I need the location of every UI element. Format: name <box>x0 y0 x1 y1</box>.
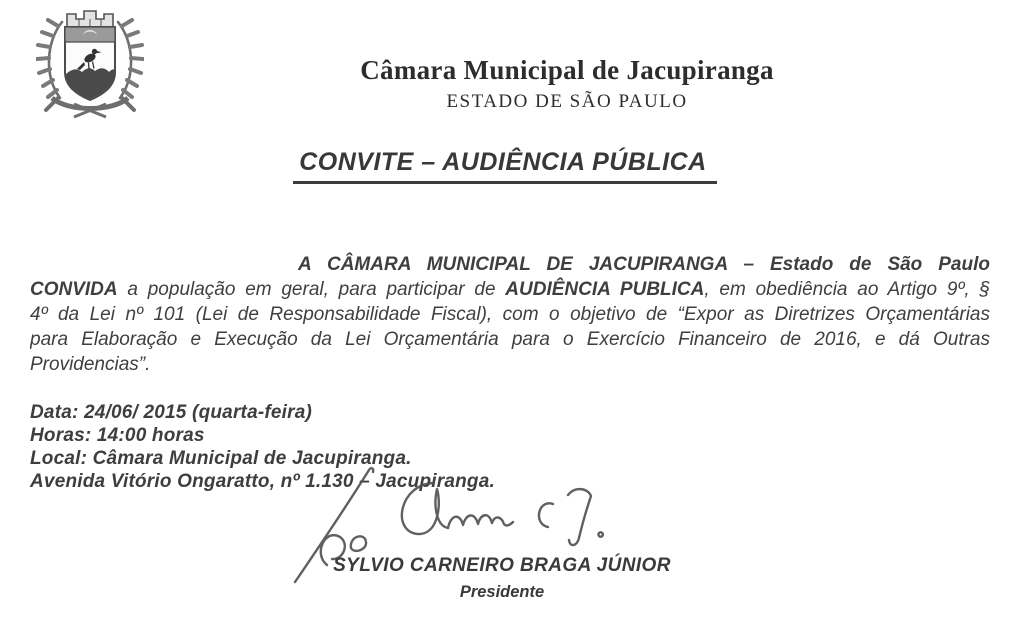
body-run: A CÂMARA MUNICIPAL DE JACUPIRANGA – Estado de São Paulo <box>298 254 990 275</box>
org-header <box>110 54 1024 113</box>
org-title: Câmara Municipal de Jacupiranga <box>360 55 774 85</box>
body-line-4 <box>30 327 990 352</box>
invite-heading: CONVITE – AUDIÊNCIA PÚBLICA <box>293 148 717 184</box>
org-state: ESTADO DE SÃO PAULO <box>446 91 688 112</box>
detail-date: Data: 24/06/ 2015 (quarta-feira) <box>30 402 313 423</box>
signature-block <box>0 555 1004 602</box>
body-run: Providencias”. <box>30 354 151 375</box>
body-run: para Elaboração e Execução da Lei Orçamentária para o Exercício Financeiro de 2016, e dá Outras <box>30 329 990 350</box>
body-run: CONVIDA <box>30 279 118 300</box>
body-run: , em obediência ao Artigo 9º, § <box>704 279 990 300</box>
detail-address: Avenida Vitório Ongaratto, nº 1.130 – Jacupiranga. <box>30 471 495 492</box>
body-line-1 <box>30 252 990 277</box>
heading-wrap <box>0 148 1010 184</box>
signatory-name: SYLVIO CARNEIRO BRAGA JÚNIOR <box>333 555 671 576</box>
signatory-role: Presidente <box>459 583 545 601</box>
body-run: a população em geral, para participar de <box>117 279 506 300</box>
detail-location: Local: Câmara Municipal de Jacupiranga. <box>30 448 412 469</box>
body-line-2 <box>30 277 990 302</box>
body-line-3 <box>30 302 990 327</box>
body-run: AUDIÊNCIA PUBLICA <box>505 279 705 300</box>
detail-time: Horas: 14:00 horas <box>30 425 205 446</box>
body-run: 4º da Lei nº 101 (Lei de Responsabilidade Fiscal), com o objetivo de “Expor as Diretrizes Orçamentárias <box>30 304 990 325</box>
body-line-5 <box>30 352 990 377</box>
body-paragraph <box>30 252 990 377</box>
